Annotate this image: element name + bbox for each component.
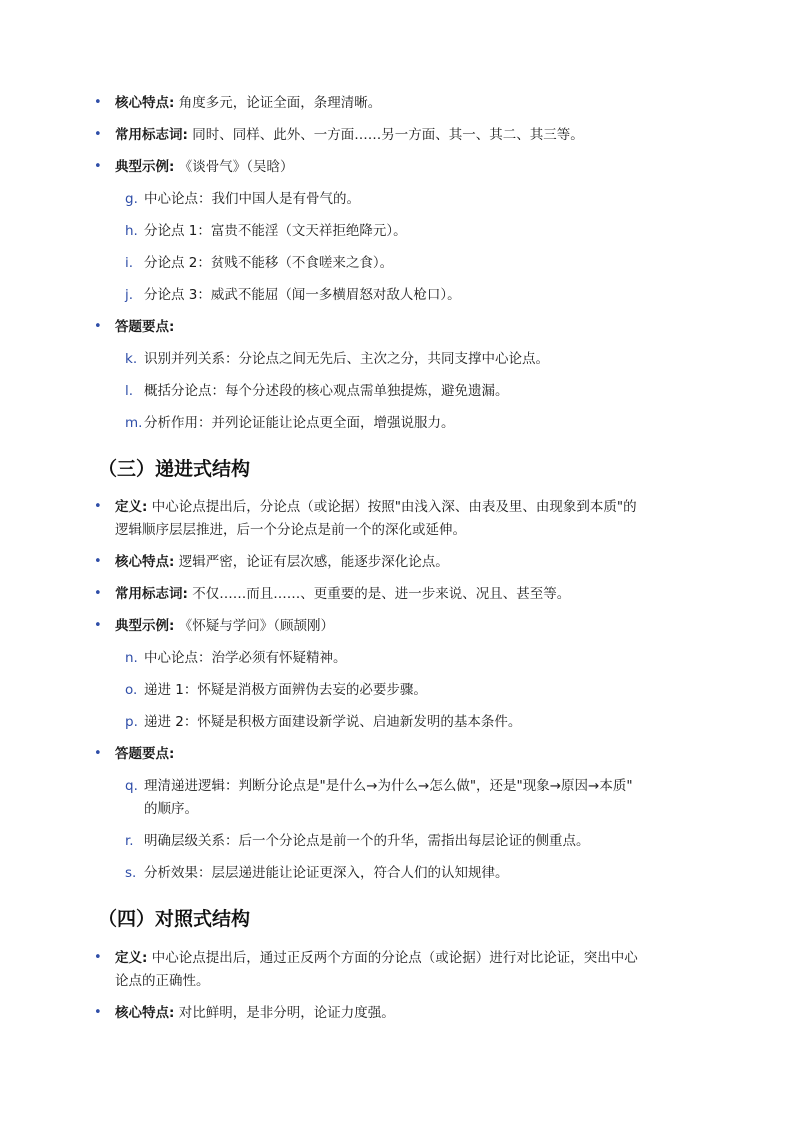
text: 中心论点提出后，通过正反两个方面的分论点（或论据）进行对比论证，突出中心 — [151, 950, 638, 966]
item-marker: r. — [125, 833, 134, 849]
item-text: 分析效果：层层递进能让论证更深入，符合人们的认知规律。 — [144, 865, 509, 881]
label: 答题要点: — [115, 746, 175, 762]
item-text: 理清递进逻辑：判断分论点是"是什么→为什么→怎么做"，还是"现象→原因→本质" — [144, 778, 633, 794]
text: 同时、同样、此外、一方面……另一方面、其一、其二、其三等。 — [192, 127, 584, 143]
text: 角度多元，论证全面，条理清晰。 — [178, 95, 382, 111]
label: 定义: — [115, 499, 148, 515]
item-marker: g. — [125, 191, 138, 207]
item-marker: k. — [125, 351, 138, 367]
label: 常用标志词: — [115, 127, 188, 143]
bullet-dot: • — [94, 950, 102, 965]
label: 常用标志词: — [115, 586, 188, 602]
text: 《谈骨气》（吴晗） — [178, 159, 294, 175]
bullet-dot: • — [94, 127, 102, 142]
label: 核心特点: — [115, 95, 175, 111]
label: 典型示例: — [115, 159, 175, 175]
label: 典型示例: — [115, 618, 175, 634]
item-marker: o. — [125, 682, 138, 698]
item-marker: j. — [125, 287, 134, 303]
item-marker: m. — [125, 415, 143, 431]
bullet-dot: • — [94, 319, 102, 334]
bullet-dot: • — [94, 554, 102, 569]
item-text: 识别并列关系：分论点之间无先后、主次之分，共同支撑中心论点。 — [144, 351, 549, 367]
item-text: 分论点 3：威武不能屈（闻一多横眉怒对敌人枪口）。 — [144, 287, 461, 303]
item-marker: n. — [125, 650, 138, 666]
text: 不仅……而且……、更重要的是、进一步来说、况且、甚至等。 — [192, 586, 571, 602]
bullet-dot: • — [94, 586, 102, 601]
label: 答题要点: — [115, 319, 175, 335]
item-text: 中心论点：我们中国人是有骨气的。 — [144, 191, 360, 207]
item-text: 的顺序。 — [144, 801, 198, 817]
item-text: 明确层级关系：后一个分论点是前一个的升华，需指出每层论证的侧重点。 — [144, 833, 590, 849]
bullet-dot: • — [94, 618, 102, 633]
item-marker: l. — [125, 383, 134, 399]
item-text: 分论点 1：富贵不能淫（文天祥拒绝降元）。 — [144, 223, 407, 239]
section-heading-contrast: （四）对照式结构 — [98, 908, 251, 930]
item-marker: p. — [125, 714, 138, 730]
item-marker: i. — [125, 255, 134, 271]
text: 对比鲜明，是非分明，论证力度强。 — [178, 1005, 395, 1021]
item-marker: q. — [125, 778, 138, 794]
text: 《怀疑与学问》（顾颉刚） — [178, 618, 334, 634]
text: 中心论点提出后，分论点（或论据）按照"由浅入深、由表及里、由现象到本质"的 — [151, 499, 637, 515]
item-marker: s. — [125, 865, 137, 881]
bullet-dot: • — [94, 159, 102, 174]
item-marker: h. — [125, 223, 138, 239]
item-text: 分论点 2：贫贱不能移（不食嗟来之食）。 — [144, 255, 394, 271]
text: 逻辑严密，论证有层次感，能逐步深化论点。 — [178, 554, 449, 570]
label: 核心特点: — [115, 1005, 175, 1021]
item-text: 分析作用：并列论证能让论点更全面，增强说服力。 — [144, 415, 455, 431]
text: 逻辑顺序层层推进，后一个分论点是前一个的深化或延伸。 — [115, 522, 466, 538]
label: 核心特点: — [115, 554, 175, 570]
bullet-dot: • — [94, 1005, 102, 1020]
bullet-dot: • — [94, 95, 102, 110]
item-text: 递进 2：怀疑是积极方面建设新学说、启迪新发明的基本条件。 — [144, 714, 522, 730]
item-text: 中心论点：治学必须有怀疑精神。 — [144, 650, 347, 666]
section-heading-progressive: （三）递进式结构 — [98, 458, 251, 480]
item-text: 递进 1：怀疑是消极方面辨伪去妄的必要步骤。 — [144, 682, 427, 698]
bullet-dot: • — [94, 746, 102, 761]
label: 定义: — [115, 950, 148, 966]
bullet-dot: • — [94, 499, 102, 514]
item-text: 概括分论点：每个分述段的核心观点需单独提炼，避免遗漏。 — [144, 383, 509, 399]
text: 论点的正确性。 — [115, 973, 210, 989]
